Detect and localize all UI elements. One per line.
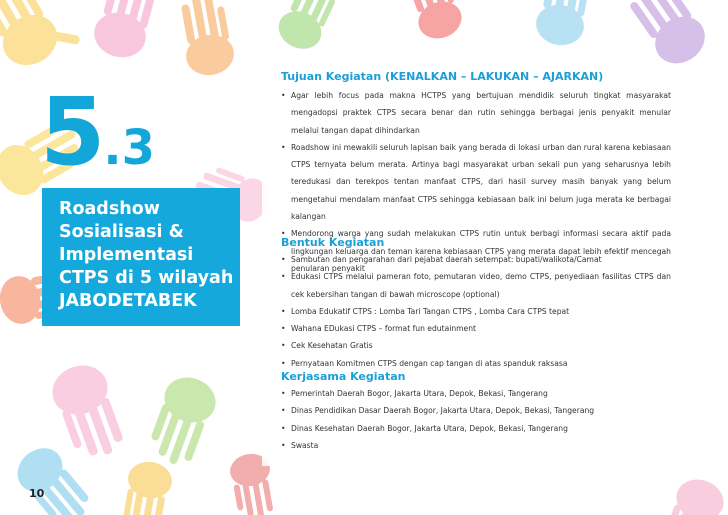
list-item: • Swasta xyxy=(281,437,671,454)
list-bentuk xyxy=(281,251,671,372)
heading-tujuan: Tujuan Kegiatan (KENALKAN – LAKUKAN – AJARKAN) xyxy=(281,70,604,83)
section-title-box xyxy=(42,188,240,326)
section-title-line: Roadshow xyxy=(59,199,160,219)
list-item: • Pernyataan Komitmen CTPS dengan cap tangan di atas spanduk raksasa xyxy=(281,355,671,372)
section-header-panel xyxy=(0,0,270,515)
list-item: • Pemerintah Daerah Bogor, Jakarta Utara, Depok, Bekasi, Tangerang xyxy=(281,385,671,402)
list-item: • Wahana EDukasi CTPS – format fun edutainment xyxy=(281,320,671,337)
hand-print-icon xyxy=(533,0,594,49)
list-item: • Mendorong warga yang sudah melakukan CTPS rutin untuk berbagi informasi secara aktif pada lingkungan keluarga dan teman karena kebiasaan CTPS yang merata dapat lebih efektif mencegah penularan penyakit xyxy=(281,225,671,277)
section-number-main: 5 xyxy=(40,78,104,187)
section-title-line: CTPS di 5 wilayah xyxy=(59,268,234,288)
heading-kerjasama: Kerjasama Kegiatan xyxy=(281,370,406,383)
page-number: 10 xyxy=(29,487,45,500)
hand-print-icon xyxy=(621,0,714,73)
section-number xyxy=(40,78,156,187)
list-item: • Dinas Pendidikan Dasar Daerah Bogor, Jakarta Utara, Depok, Bekasi, Tangerang xyxy=(281,402,671,419)
hand-print-icon xyxy=(272,0,343,56)
hand-print-icon xyxy=(401,0,467,44)
list-item: • Lomba Edukatif CTPS : Lomba Tari Tangan CTPS , Lomba Cara CTPS tepat xyxy=(281,303,671,320)
section-title-line: JABODETABEK xyxy=(59,291,197,311)
section-title-line: Sosialisasi & xyxy=(59,222,184,242)
hand-print-icon xyxy=(656,473,728,515)
list-item: • Cek Kesehatan Gratis xyxy=(281,337,671,354)
section-number-sub: .3 xyxy=(103,120,156,176)
list-item: • Sambutan dan pengarahan dari pejabat daerah setempat: bupati/walikota/Camat xyxy=(281,251,671,268)
section-title-line: Implementasi xyxy=(59,245,194,265)
list-kerjasama xyxy=(281,385,671,454)
list-item: • Roadshow ini mewakili seluruh lapisan baik yang berada di lokasi urban dan rural karena kebiasaan CTPS ternyata belum merata. Artinya bagi masyarakat urban sekali pun yang seharusnya lebih teredukasi dan terekpos tentan manfaat CTPS, dari hasil survey masih banyak yang belum mengetahui mendalam manfaat CTPS sehingga kebiasaan baik ini belum juga merata ke berbagai kalangan xyxy=(281,139,671,225)
list-item: • Dinas Kesehatan Daerah Bogor, Jakarta Utara, Depok, Bekasi, Tangerang xyxy=(281,420,671,437)
list-item: • Agar lebih focus pada makna HCTPS yang bertujuan mendidik seluruh tingkat masyarakat mengadopsi praktek CTPS secara benar dan rutin sehingga berbagai jenis penyakit menular melalui tangan dapat dihindarkan xyxy=(281,87,671,139)
heading-bentuk: Bentuk Kegiatan xyxy=(281,236,385,249)
list-item: • Edukasi CTPS melalui pameran foto, pemutaran video, demo CTPS, penyediaan fasilitas CTPS dan cek kebersihan tangan di bawah microscope (optional) xyxy=(281,268,671,303)
